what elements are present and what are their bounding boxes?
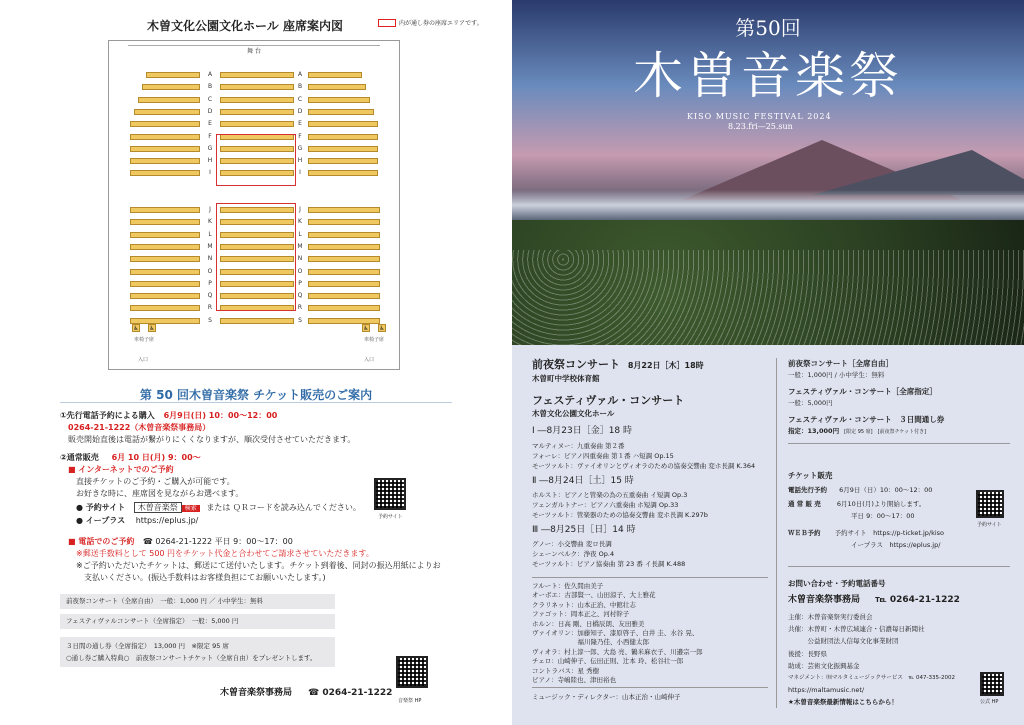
seat-block-center <box>220 84 294 90</box>
legend-box <box>378 19 396 27</box>
phone-heading: ■ 電話でのご予約 <box>68 537 135 546</box>
yoyaku-site-label: ● 予約サイト <box>76 503 126 512</box>
performer-line: オーボエ：古部賢一、山田涼子、大上雅花 <box>532 591 656 600</box>
festival-venue: 木曽文化公園文化ホール <box>532 409 615 418</box>
sales-line-3: 平日 9：00～17：00 <box>851 512 915 520</box>
eplus-line <box>76 515 198 527</box>
seat-block-left <box>146 72 200 78</box>
qr-code-icon[interactable] <box>374 478 406 510</box>
seat-block-left <box>130 134 200 140</box>
seat-block-right <box>308 256 380 262</box>
row-label: L <box>208 230 212 238</box>
contact-qr-label: 公式 HP <box>980 699 999 705</box>
pass-area-front <box>216 134 296 186</box>
advance-date: 6月9日(日) 10：00～12：00 <box>163 411 278 420</box>
performer-line: ヴィオラ：村上淳一郎、大島 亮、鶴米麻衣子、川邉宗一郎 <box>532 647 703 656</box>
stage-label: 舞 台 <box>128 45 380 59</box>
festival-edition: 第50回 <box>735 16 801 40</box>
seat-block-left <box>130 219 200 225</box>
seating-title: 木曽文化公園文化ホール 座席案内図 <box>147 19 343 33</box>
seat-block-right <box>308 109 374 115</box>
row-label: I <box>209 169 211 177</box>
fog-layer <box>512 190 1024 220</box>
day2-item: モーツァルト：管楽器のための協奏交響曲 変ホ長調 K.297b <box>532 511 708 519</box>
seat-block-right <box>308 269 380 275</box>
seat-block-right <box>308 97 370 103</box>
row-label: S <box>208 316 212 324</box>
seat-block-center <box>220 72 294 78</box>
seat-block-left <box>130 158 200 164</box>
wheelchair-label: 車椅子席 <box>364 337 385 343</box>
internet-note-1: 直接チケットのご予約・ご購入が可能です。 <box>76 477 235 486</box>
divider <box>532 687 768 688</box>
support: 後援：長野県 <box>788 650 827 658</box>
eve-price: 一般：1,000円 / 小中学生：無料 <box>788 371 885 379</box>
pass-area-back <box>216 203 296 311</box>
row-label: K <box>298 218 302 226</box>
advance-phone: 0264-21-1222（木曽音楽祭事務局） <box>68 423 211 432</box>
divider <box>60 402 452 403</box>
eve-date: 8月22日［木］18時 <box>627 361 704 370</box>
qr-code-icon[interactable] <box>976 490 1004 518</box>
seat-block-right <box>308 305 380 311</box>
row-label: J <box>299 206 301 213</box>
pass-line-1: ３日間の通し券（全席指定） 13,000 円 ※限定 95 席 <box>66 642 229 650</box>
row-label: C <box>207 95 213 103</box>
right-page <box>512 0 1024 725</box>
advance-note: 販売開始直後は電話が繋がりにくくなりますが、順次受付させていただきます。 <box>68 435 356 444</box>
seat-block-right <box>308 232 380 238</box>
grant: 助成：芸術文化振興基金 <box>788 662 860 670</box>
sales-line-1-label: 電話先行予約 <box>788 486 827 494</box>
web-value-1[interactable]: 予約サイト https://p-ticket.jp/kiso <box>834 529 945 537</box>
latest-info: ★木曽音楽祭最新情報はこちらから！ <box>788 698 898 706</box>
row-label: B <box>207 83 213 91</box>
divider <box>776 358 777 708</box>
seat-block-center <box>220 121 294 127</box>
price-pass <box>60 637 335 667</box>
internet-heading: ■ インターネットでのご予約 <box>68 465 174 474</box>
sales-line-1 <box>788 485 932 495</box>
row-label: N <box>207 255 213 263</box>
seating-legend <box>378 18 483 27</box>
fest-price: 一般：5,000円 <box>788 399 833 407</box>
divider <box>788 566 1010 567</box>
web-label: ＷＥＢ予約 <box>788 529 821 537</box>
seat-block-right <box>308 219 380 225</box>
divider <box>788 443 1010 444</box>
eve-concert <box>532 356 704 372</box>
qr-hp-label: 音楽祭 HP <box>398 698 422 704</box>
performer-line: 福川隆乃佳、小西健太郎 <box>532 638 649 647</box>
contact-heading: お問い合わせ・予約電話番号 <box>788 579 886 588</box>
seat-block-left <box>130 244 200 250</box>
legend-text: 内が通し券の座席エリアです。 <box>399 20 483 27</box>
contact-phone: ℡ 0264-21-1222 <box>875 595 960 605</box>
eve-price-label: 前夜祭コンサート［全席自由］ <box>788 359 893 368</box>
row-label: M <box>207 242 213 250</box>
day3-item: モーツァルト：ピアノ協奏曲 第 23 番 イ長調 K.488 <box>532 560 686 568</box>
regular-sale <box>60 452 201 464</box>
seat-block-left <box>134 109 200 115</box>
yoyaku-site-line <box>76 502 361 515</box>
cosponsor-1: 共催：木曽町・木曽広域連合・信濃毎日新聞社 <box>788 625 925 633</box>
seat-block-right <box>308 293 380 299</box>
flower-field <box>512 250 1024 345</box>
row-label: Q <box>207 292 213 300</box>
seat-block-left <box>130 269 200 275</box>
sales-qr-label: 予約サイト <box>977 522 1002 528</box>
seat-block-right <box>308 72 362 78</box>
day2-item: ツェンガルトナー：ピアノ六重奏曲 ホ短調 Op.33 <box>532 501 679 509</box>
phone-reservation <box>68 536 293 548</box>
seat-block-left <box>130 293 200 299</box>
pass-price: 指定：13,000円 <box>788 427 840 435</box>
row-label: E <box>298 120 302 128</box>
music-director: ミュージック・ディレクター：山本正治・山崎伸子 <box>532 693 681 701</box>
day3-item: グノー：小交響曲 変ロ長調 <box>532 540 612 548</box>
row-label: R <box>297 304 303 312</box>
contact-url[interactable]: https://maltamusic.net/ <box>788 686 865 694</box>
ticket-title: 第 50 回木曽音楽祭 チケット販売のご案内 <box>139 388 373 402</box>
row-label: H <box>207 157 213 165</box>
festival-title: フェスティヴァル・コンサート <box>532 394 685 407</box>
regular-heading: ②通常販売 <box>60 453 99 462</box>
mail-note-1: ※ご予約いただいたチケットは、郵送にて送付いたします。チケット到着後、同封の振込用紙によりお <box>76 561 441 570</box>
entrance-label: 入口 <box>138 357 149 363</box>
seat-block-center <box>220 318 294 324</box>
performer-line: コントラバス：星 秀樹 <box>532 666 600 675</box>
web-value-2[interactable]: イープラス https://eplus.jp/ <box>851 541 941 549</box>
wheelchair-label: 車椅子席 <box>134 337 155 343</box>
seat-block-left <box>142 84 200 90</box>
sales-line-2 <box>788 499 925 509</box>
seat-block-left <box>130 146 200 152</box>
row-label: H <box>297 157 303 165</box>
advance-sale <box>60 410 277 422</box>
row-label: C <box>297 95 303 103</box>
row-label: G <box>207 144 213 152</box>
web-line-1 <box>788 528 944 538</box>
qr-code-icon[interactable] <box>396 656 428 688</box>
seat-block-left <box>130 232 200 238</box>
sales-heading: チケット販売 <box>788 471 833 480</box>
entrance-label: 入口 <box>364 357 375 363</box>
performer-line: ヴァイオリン：加藤知子、漆原啓子、白井 圭、水谷 晃、 <box>532 629 699 637</box>
row-label: A <box>297 71 303 78</box>
row-label: F <box>298 132 302 140</box>
eplus-url[interactable]: https://eplus.jp/ <box>135 516 199 525</box>
sales-line-2-label: 通 常 販 売 <box>788 500 821 508</box>
row-label: F <box>208 132 212 140</box>
day1-item: モーツァルト：ヴァイオリンとヴィオラのための協奏交響曲 変ホ長調 K.364 <box>532 462 756 470</box>
performer-line: チェロ：山崎伸子、伝田正則、辻本 玲、松谷壮一郎 <box>532 657 684 666</box>
day1-item: フォーレ：ピアノ四重奏曲 第１番 ハ短調 Op.15 <box>532 452 674 460</box>
seat-block-left <box>130 207 200 213</box>
row-label: Q <box>297 292 303 300</box>
management: マネジメント：㈲マルタミュージックサービス ℡ 047-335-2002 <box>788 675 956 681</box>
seat-block-left <box>130 256 200 262</box>
seat-block-right <box>308 207 380 213</box>
row-label: B <box>297 83 303 91</box>
day1-item: マルティヌー：九重奏曲 第２番 <box>532 442 625 450</box>
pass-label: フェスティヴァル・コンサート ３日間通し券 <box>788 415 945 424</box>
row-label: D <box>297 107 303 115</box>
performer-line: ファゴット：岡本正之、河村幹子 <box>532 610 630 619</box>
qr-code-icon[interactable] <box>980 672 1004 696</box>
mail-note-2: 支払いください。(振込手数料はお客様負担にてお願いいたします。) <box>84 573 326 582</box>
row-label: G <box>297 144 303 152</box>
day1-heading: Ⅰ ―8月23日［金］18 時 <box>532 426 633 436</box>
row-label: M <box>297 242 303 250</box>
seat-block-right <box>308 134 378 140</box>
seat-block-left <box>130 121 200 127</box>
seat-block-right <box>308 170 378 176</box>
seat-block-center <box>220 109 294 115</box>
yoyaku-site-rest: または ＱＲコードを読み込んでください。 <box>206 503 361 512</box>
row-label: J <box>209 206 211 213</box>
row-label: P <box>208 279 212 287</box>
office-name: 木曽音楽祭事務局 <box>220 688 293 698</box>
yoyaku-site-name[interactable]: 木曽音楽祭 <box>134 502 182 513</box>
row-label: E <box>208 120 212 128</box>
advance-heading: ①先行電話予約による購入 <box>60 411 155 420</box>
day3-heading: Ⅲ ―8月25日［日］14 時 <box>532 525 636 535</box>
qr-yoyaku-label: 予約サイト <box>378 514 403 520</box>
row-label: P <box>298 279 302 287</box>
row-label: R <box>207 304 213 312</box>
organizer: 主催：木曽音楽祭実行委員会 <box>788 613 873 621</box>
seat-block-left <box>130 281 200 287</box>
row-label: I <box>299 169 301 177</box>
sales-line-2-value: 6月10日(月)より開始します。 <box>836 500 926 508</box>
festival-dates: 8.23.fri—25.sun <box>728 122 793 131</box>
seat-block-left <box>138 97 200 103</box>
fee-note: ※郵送手数料として 500 円をチケット代金と合わせてご請求させていただきます。 <box>76 549 374 558</box>
day3-item: シェーンベルク：浄夜 Op.4 <box>532 550 615 558</box>
festival-name-en: KISO MUSIC FESTIVAL 2024 <box>687 112 832 121</box>
row-label: S <box>298 316 302 324</box>
row-label: L <box>298 230 302 238</box>
performer-line: フルート：佐久間由美子 <box>532 582 604 590</box>
search-button[interactable]: 検索 <box>182 505 200 512</box>
regular-date: 6月 10 日(月) 9：00～ <box>111 453 201 462</box>
row-label: K <box>208 218 212 226</box>
mountain-shape <box>812 150 1024 195</box>
seat-block-left <box>130 318 200 324</box>
sales-line-1-value: 6月9日（日）10：00～12：00 <box>839 486 933 494</box>
wheelchair-icon: ♿ <box>149 325 155 332</box>
internet-note-2: お好きな時に、座席図を見ながらお選べます。 <box>76 489 244 498</box>
contact-office: 木曽音楽祭事務局 <box>788 595 861 605</box>
row-label: O <box>207 267 213 275</box>
seat-block-right <box>308 146 378 152</box>
price-eve: 前夜祭コンサート（全席自由） 一般：1,000 円 ／ 小中学生：無料 <box>60 594 335 609</box>
row-label: D <box>207 107 213 115</box>
festival-name: 木曽音楽祭 <box>633 47 903 105</box>
day2-item: ホルスト：ピアノと管楽の為の五重奏曲 イ短調 Op.3 <box>532 491 688 499</box>
performer-line: クラリネット：山本正治、中館壮志 <box>532 600 636 609</box>
seat-block-center <box>220 97 294 103</box>
seat-block-right <box>308 281 380 287</box>
eve-venue: 木曽町中学校体育館 <box>532 374 600 383</box>
row-label: N <box>297 255 303 263</box>
divider <box>532 577 768 578</box>
eplus-label: ● イープラス <box>76 516 126 525</box>
wheelchair-icon: ♿ <box>379 325 385 332</box>
seat-block-left <box>130 170 200 176</box>
performer-line: ピアノ：寺嶋陸也、津田裕也 <box>532 676 616 684</box>
office-phone: ☎ 0264-21-1222 <box>308 688 393 698</box>
wheelchair-icon: ♿ <box>363 325 369 332</box>
seat-block-right <box>308 158 378 164</box>
price-festival: フェスティヴァルコンサート（全席指定） 一般：5,000 円 <box>60 614 335 629</box>
day2-heading: Ⅱ ―8月24日［土］15 時 <box>532 476 634 486</box>
pass-note: [限定 95 席] [前夜祭チケット付き] <box>844 429 927 435</box>
seat-block-right <box>308 318 380 324</box>
pass-price-line <box>788 426 926 437</box>
contact-line <box>788 595 960 606</box>
seat-block-right <box>308 121 378 127</box>
pass-line-2: ○通し券ご購入特典○ 前夜祭コンサートチケット（全席自由）をプレゼントします。 <box>66 654 317 662</box>
row-label: A <box>207 71 213 78</box>
phone-detail: ☎ 0264-21-1222 平日 9：00～17：00 <box>142 537 293 546</box>
row-label: O <box>297 267 303 275</box>
wheelchair-icon: ♿ <box>133 325 139 332</box>
seat-block-right <box>308 84 366 90</box>
eve-title: 前夜祭コンサート <box>532 358 620 371</box>
performer-line: ホルン：日高 剛、日橋辰朗、友田雅美 <box>532 619 645 628</box>
seat-block-right <box>308 244 380 250</box>
fest-price-label: フェスティヴァル・コンサート［全席指定］ <box>788 387 937 396</box>
seat-block-left <box>130 305 200 311</box>
cosponsor-2: 公益財団法人信毎文化事業財団 <box>788 637 899 645</box>
